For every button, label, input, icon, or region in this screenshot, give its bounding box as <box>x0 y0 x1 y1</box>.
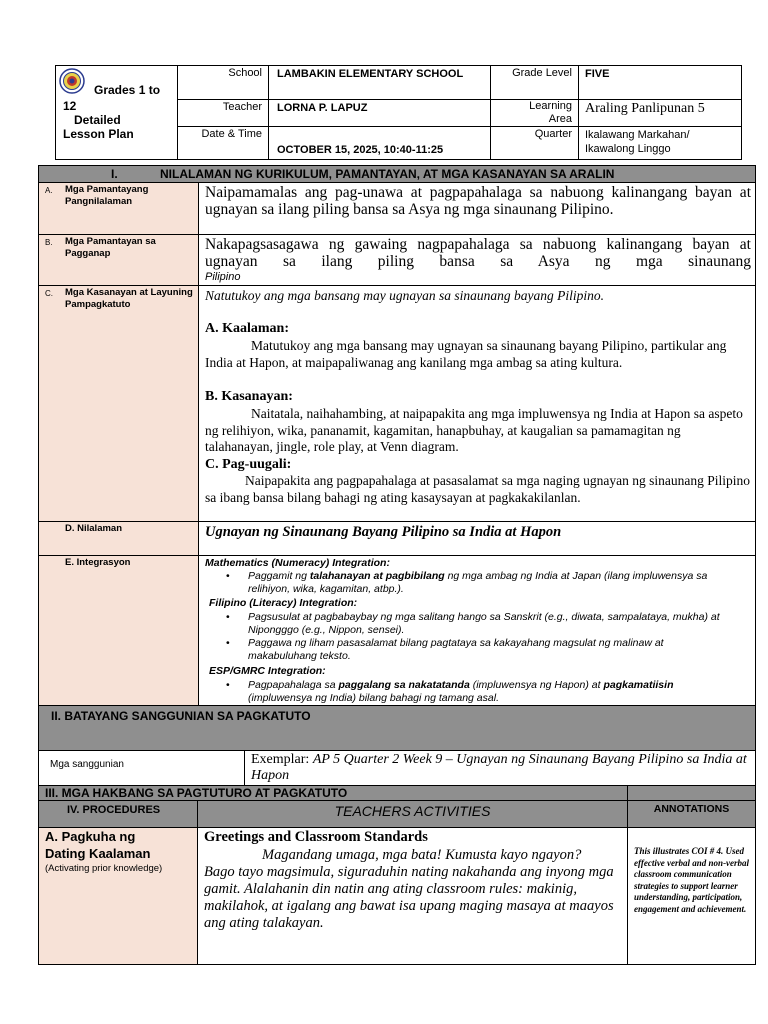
deped-seal-icon <box>59 68 85 94</box>
section1-a-label-cell <box>38 182 199 235</box>
section1-a-text: Naipamamalas ang pag-unawa at pagpapahalaga sa nabuong kalinangang bayan at ugnayan sa ilang piling bansa sa Asya ng mga sinaunang Pilipino. <box>205 184 751 218</box>
section1-e-label-cell <box>38 555 199 706</box>
quarter-label-cell <box>490 126 579 160</box>
section1-b-text-end: Pilipino <box>205 271 241 283</box>
section1-a-letter: A. <box>45 186 53 195</box>
procedure-a-head-2: Dating Kaalaman <box>45 846 151 861</box>
grade-label: Grade Level <box>512 67 572 79</box>
plan-title-line4: Lesson Plan <box>63 127 134 141</box>
plan-title-line2: 12 <box>63 99 77 113</box>
section2-title: II. BATAYANG SANGGUNIAN SA PAGKATUTO <box>51 709 311 723</box>
section1-title: NILALAMAN NG KURIKULUM, PAMANTAYAN, AT MGA KASANAYAN SA ARALIN <box>160 167 615 181</box>
section1-d-text: Ugnayan ng Sinaunang Bayang Pilipino sa India at Hapon <box>205 524 562 540</box>
plan-title-line3: Detailed <box>74 113 121 127</box>
quarter-label: Quarter <box>534 128 572 140</box>
procedures-col-header <box>38 800 198 828</box>
teacher-label: Teacher <box>222 101 262 113</box>
procedure-a-head-1: A. Pagkuha ng <box>45 829 136 844</box>
greetings-text: Magandang umaga, mga bata! Kumusta kayo ngayon? Bago tayo magsimula, siguraduhin nating nakahanda ang inyong mga gamit. Alalahanin din natin ang ating classroom rules: makinig, makilahok, at igalang ang bawat isa upang maging masaya at maayos ang ating talakayan. <box>204 847 614 931</box>
school-label: School <box>228 67 262 79</box>
filipino-bullet-1: • Pagsusulat at pagbabaybay ng mga salitang hango sa Sanskrit (e.g., diwata, sampalataya, mukha) at Nipongggo (e.g., Nippon, sensei). <box>199 611 729 637</box>
section1-number: I. <box>111 167 118 181</box>
annotations-col-title: ANNOTATIONS <box>653 803 730 815</box>
teacher-value-cell <box>268 99 491 127</box>
section1-b-label: Mga Pamantayan sa Pagganap <box>65 236 156 259</box>
procedure-a-activities-cell <box>197 827 628 965</box>
date-value-cell <box>268 126 491 160</box>
section3-header <box>38 785 628 801</box>
paguugali-text: Naipapakita ang pagpapahalaga at pasasalamat sa mga naging ugnayan ng sinaunang Pilipino sa ibang bansa bilang bahagi ng ating kasaysayan at pagkakakilanlan. <box>205 473 750 505</box>
procedure-a-cell <box>38 827 198 965</box>
esp-bullet-1: • Pagpapahalaga sa paggalang sa nakatatanda (impluwensya ng Hapon) at pagkamatiisin (impluwensya ng India) bilang bahagi ng tamang asal. <box>199 679 699 705</box>
section1-b-content-cell <box>198 234 756 286</box>
procedures-col-title: IV. PROCEDURES <box>67 804 161 816</box>
area-label-cell <box>490 99 579 127</box>
grade-value-cell <box>578 65 742 100</box>
procedure-a-subtitle: (Activating prior knowledge) <box>45 863 163 874</box>
school-value-cell <box>268 65 491 100</box>
kasanayan-text: Naitatala, naihahambing, at naipapakita ang mga impluwensya ng India at Hapon sa aspeto ng relihiyon, wika, pananamit, kagamitan, hanapbuhay, at kaugalian sa pamamagitan ng talahanayan, jingle, role play, at Venn diagram. <box>205 406 743 454</box>
quarter-value-cell <box>578 126 742 160</box>
plan-title-line1: Grades 1 to <box>94 83 161 97</box>
math-bullet-1: • Paggamit ng talahanayan at pagbibilang ng mga ambag ng India at Japan (ilang impluwensya sa relihiyon, wika, kagamitan, atbp.). <box>199 570 729 596</box>
filipino-heading: Filipino (Literacy) Integration: <box>209 597 358 609</box>
section1-b-label-cell <box>38 234 199 286</box>
date-label-cell <box>177 126 269 160</box>
paguugali-heading: C. Pag-uugali: <box>205 457 292 472</box>
section1-c-letter: C. <box>45 289 53 298</box>
math-list <box>199 570 729 596</box>
section1-e-label: E. Integrasyon <box>65 557 131 568</box>
section1-c-label-cell <box>38 285 199 522</box>
section1-header <box>38 165 756 183</box>
section1-c-intro: Natutukoy ang mga bansang may ugnayan sa sinaunang bayang Pilipino. <box>205 288 604 303</box>
area-label-2: Area <box>548 113 572 125</box>
area-value: Araling Panlipunan 5 <box>585 101 705 116</box>
section1-c-label: Mga Kasanayan at Layuning Pampagkatuto <box>65 287 193 310</box>
teacher-value: LORNA P. LAPUZ <box>277 102 368 114</box>
section3-title: III. MGA HAKBANG SA PAGTUTURO AT PAGKATUTO <box>45 786 348 800</box>
filipino-bullet-2: • Paggawa ng liham pasasalamat bilang pagtataya sa kakayahang magsulat ng malinaw at makabuluhang teksto. <box>199 637 729 663</box>
greetings-heading: Greetings and Classroom Standards <box>204 829 428 845</box>
date-label: Date & Time <box>201 128 262 140</box>
references-content-cell <box>244 750 756 786</box>
filipino-list <box>199 611 729 663</box>
plan-title-cell <box>55 65 178 160</box>
teacher-label-cell <box>177 99 269 127</box>
references-label-cell <box>38 750 245 786</box>
section1-b-letter: B. <box>45 238 53 247</box>
school-label-cell <box>177 65 269 100</box>
section1-a-content-cell <box>198 182 756 235</box>
kaalaman-text: Matutukoy ang mga bansang may ugnayan sa sinaunang bayang Pilipino, partikular ang India at Hapon, at maipapaliwanag ang kanilang mga ambag sa ating kultura. <box>205 338 727 370</box>
quarter-value-1: Ikalawang Markahan/ <box>585 129 690 141</box>
activities-col-header <box>197 800 628 828</box>
esp-list <box>199 679 699 705</box>
grade-label-cell <box>490 65 579 100</box>
section1-a-label: Mga Pamantayang Pangnilalaman <box>65 184 149 207</box>
references-text: Exemplar: AP 5 Quarter 2 Week 9 – Ugnayan ng Sinaunang Bayang Pilipino sa India at Hapon <box>251 752 747 783</box>
section2-header <box>38 705 756 751</box>
kasanayan-heading: B. Kasanayan: <box>205 389 293 404</box>
procedure-a-annotation-cell <box>627 827 756 965</box>
references-label: Mga sanggunian <box>50 759 124 770</box>
activities-col-title: TEACHERS ACTIVITIES <box>334 803 491 819</box>
section1-c-content-cell <box>198 285 756 522</box>
annotations-col-header <box>627 800 756 828</box>
area-label-1: Learning <box>529 100 572 112</box>
grade-value: FIVE <box>585 68 610 80</box>
section1-b-text: Nakapagsasagawa ng gawaing nagpapahalaga sa nabuong kalinangang bayan at ugnayan sa ilang piling bansa sa Asya ng mga sinaunang <box>205 236 751 270</box>
esp-heading: ESP/GMRC Integration: <box>209 665 326 677</box>
section1-e-content-cell <box>198 555 756 706</box>
section1-d-content-cell <box>198 521 756 556</box>
annotation-text: This illustrates COI # 4. Used effective verbal and non-verbal classroom communication strategies to support learner understanding, participation, engagement and achievement. <box>634 846 750 914</box>
math-heading: Mathematics (Numeracy) Integration: <box>205 557 390 569</box>
section1-d-label: D. Nilalaman <box>65 523 123 534</box>
kaalaman-heading: A. Kaalaman: <box>205 321 289 336</box>
quarter-value-2: Ikawalong Linggo <box>585 143 671 155</box>
section1-d-label-cell <box>38 521 199 556</box>
area-value-cell <box>578 99 742 127</box>
school-value: LAMBAKIN ELEMENTARY SCHOOL <box>277 68 464 80</box>
date-value: OCTOBER 15, 2025, 10:40-11:25 <box>277 144 444 156</box>
section3-header-right <box>627 785 756 801</box>
